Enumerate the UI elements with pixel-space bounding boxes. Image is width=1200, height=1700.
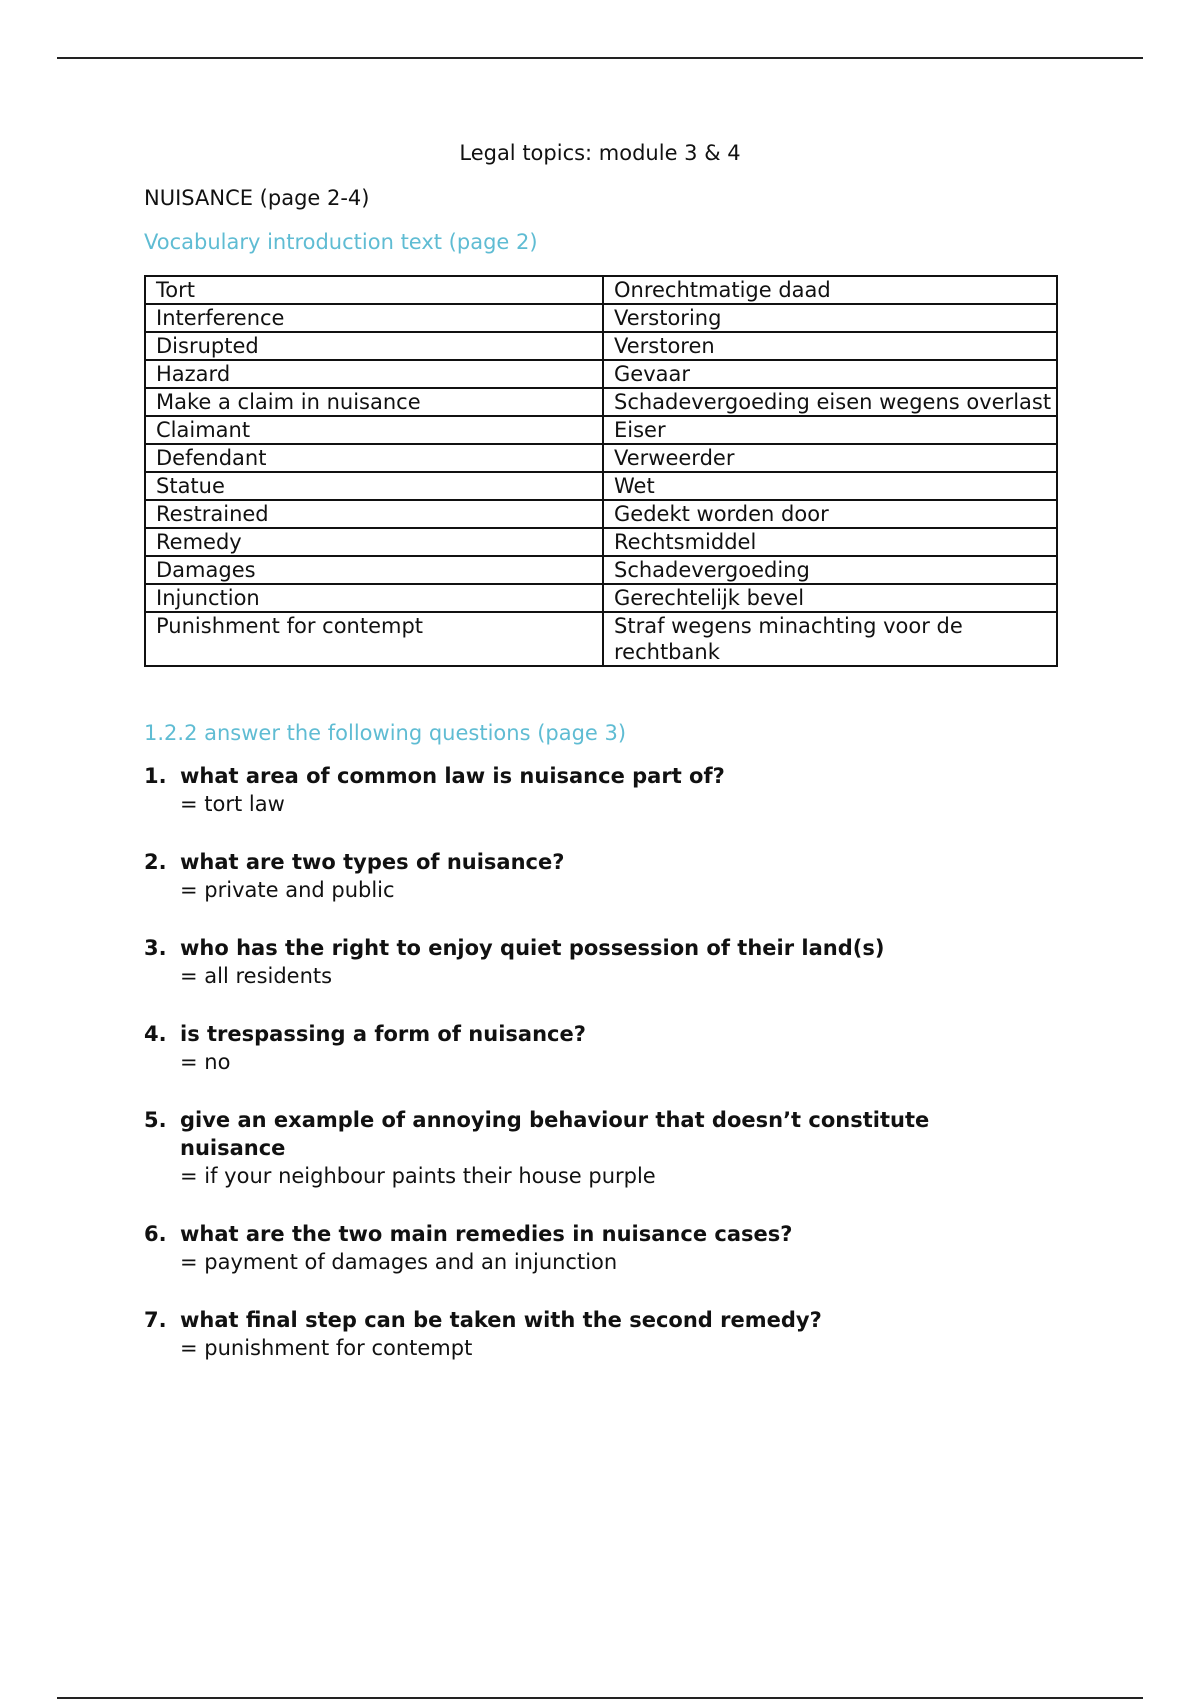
- dutch-translation: Rechtsmiddel: [603, 528, 1057, 556]
- vocabulary-table-body: [145, 276, 1057, 666]
- dutch-translation: Schadevergoeding: [603, 556, 1057, 584]
- dutch-translation: Wet: [603, 472, 1057, 500]
- table-row: [145, 500, 1057, 528]
- question-text: what area of common law is nuisance part of?: [180, 764, 725, 788]
- english-term: Statue: [145, 472, 603, 500]
- table-row: [145, 416, 1057, 444]
- dutch-translation: Schadevergoeding eisen wegens overlast: [603, 388, 1057, 416]
- document-title: Legal topics: module 3 & 4: [459, 141, 741, 165]
- question-text: who has the right to enjoy quiet possession of their land(s): [180, 936, 885, 960]
- header-rule: [57, 57, 1143, 59]
- table-row: [145, 612, 1057, 666]
- question-text: what are the two main remedies in nuisance cases?: [180, 1222, 793, 1246]
- english-term: Disrupted: [145, 332, 603, 360]
- table-row: [145, 360, 1057, 388]
- question-number: 2.: [144, 850, 167, 874]
- dutch-translation: Verstoren: [603, 332, 1057, 360]
- vocabulary-table: [144, 275, 1058, 667]
- question-item: [144, 1306, 1104, 1362]
- question-number: 3.: [144, 936, 167, 960]
- dutch-translation: Verstoring: [603, 304, 1057, 332]
- english-term: Damages: [145, 556, 603, 584]
- english-term: Restrained: [145, 500, 603, 528]
- question-number: 1.: [144, 764, 167, 788]
- english-term: Tort: [145, 276, 603, 304]
- question-item: [144, 1020, 1104, 1076]
- table-row: [145, 332, 1057, 360]
- vocabulary-heading: Vocabulary introduction text (page 2): [144, 230, 538, 254]
- table-row: [145, 528, 1057, 556]
- dutch-translation: Gedekt worden door: [603, 500, 1057, 528]
- table-row: [145, 584, 1057, 612]
- english-term: Interference: [145, 304, 603, 332]
- answer-text: = tort law: [180, 792, 285, 816]
- english-term: Make a claim in nuisance: [145, 388, 603, 416]
- dutch-translation: Gerechtelijk bevel: [603, 584, 1057, 612]
- answer-text: = no: [180, 1050, 231, 1074]
- english-term: Defendant: [145, 444, 603, 472]
- answer-text: = punishment for contempt: [180, 1336, 473, 1360]
- english-term: Claimant: [145, 416, 603, 444]
- question-text: what are two types of nuisance?: [180, 850, 565, 874]
- section-title: NUISANCE (page 2-4): [144, 186, 370, 210]
- question-item: [144, 848, 1104, 904]
- english-term: Injunction: [145, 584, 603, 612]
- dutch-translation: Gevaar: [603, 360, 1057, 388]
- question-item: [144, 1220, 1104, 1276]
- question-text: is trespassing a form of nuisance?: [180, 1022, 586, 1046]
- questions-heading: 1.2.2 answer the following questions (page 3): [144, 721, 627, 745]
- english-term: Remedy: [145, 528, 603, 556]
- dutch-translation: Straf wegens minachting voor de rechtbank: [603, 612, 1057, 666]
- answer-text: = private and public: [180, 878, 395, 902]
- question-number: 6.: [144, 1222, 167, 1246]
- answer-text: = payment of damages and an injunction: [180, 1250, 618, 1274]
- question-number: 7.: [144, 1308, 167, 1332]
- table-row: [145, 276, 1057, 304]
- english-term: Punishment for contempt: [145, 612, 603, 666]
- table-row: [145, 556, 1057, 584]
- table-row: [145, 472, 1057, 500]
- footer-rule: [57, 1697, 1143, 1699]
- question-item: [144, 762, 1104, 818]
- table-row: [145, 388, 1057, 416]
- question-item: [144, 1106, 1104, 1190]
- question-item: [144, 934, 1104, 990]
- english-term: Hazard: [145, 360, 603, 388]
- table-row: [145, 444, 1057, 472]
- question-text: what final step can be taken with the second remedy?: [180, 1308, 822, 1332]
- question-number: 5.: [144, 1108, 167, 1132]
- dutch-translation: Eiser: [603, 416, 1057, 444]
- answer-text: = if your neighbour paints their house purple: [180, 1164, 656, 1188]
- question-text: give an example of annoying behaviour that doesn’t constitute nuisance: [180, 1108, 930, 1160]
- question-number: 4.: [144, 1022, 167, 1046]
- dutch-translation: Verweerder: [603, 444, 1057, 472]
- dutch-translation: Onrechtmatige daad: [603, 276, 1057, 304]
- table-row: [145, 304, 1057, 332]
- question-list: [144, 762, 1104, 1392]
- answer-text: = all residents: [180, 964, 333, 988]
